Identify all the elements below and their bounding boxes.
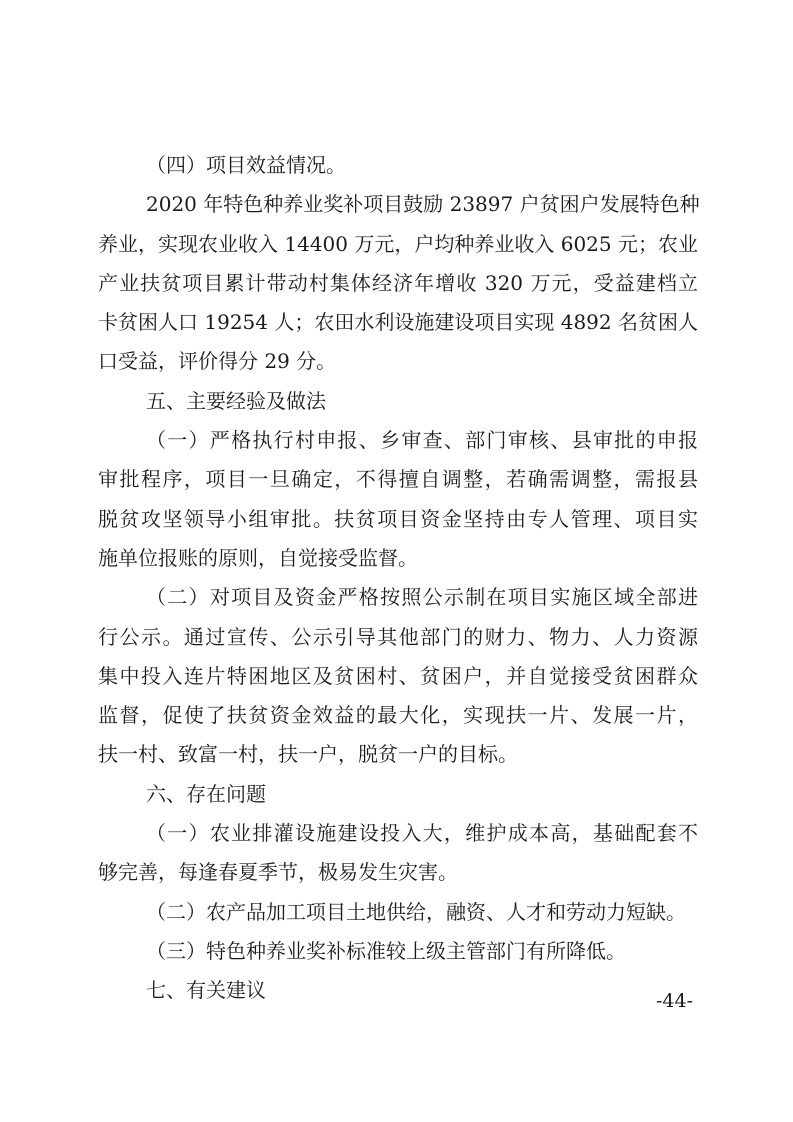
- text-line: 养业，实现农业收入 14400 万元，户均种养业收入 6025 元；农业: [98, 231, 698, 256]
- paragraph-p7: [98, 814, 698, 893]
- text-line: （二）农产品加工项目土地供给，融资、人才和劳动力短缺。: [146, 899, 686, 924]
- paragraph-p3: [98, 382, 698, 421]
- text-line: （一）严格执行村申报、乡审查、部门审核、县审批的申报: [146, 428, 698, 453]
- text-line: 产业扶贫项目累计带动村集体经济年增收 320 万元，受益建档立: [98, 270, 698, 295]
- text-line: （四）项目效益情况。: [146, 153, 346, 177]
- text-line: 2020 年特色种养业奖补项目鼓励 23897 户贫困户发展特色种: [146, 192, 700, 217]
- text-line: （二）对项目及资金严格按照公示制在项目实施区域全部进: [146, 585, 698, 610]
- paragraph-p4: [98, 421, 698, 578]
- paragraph-p8: [98, 893, 698, 932]
- text-line: 口受益，评价得分 29 分。: [98, 349, 337, 374]
- paragraph-p2: [98, 185, 698, 381]
- paragraph-p6: [98, 775, 698, 814]
- paragraph-p1: [98, 146, 698, 185]
- text-line: 七、有关建议: [146, 978, 266, 1003]
- text-line: 卡贫困人口 19254 人；农田水利设施建设项目实现 4892 名贫困人: [98, 310, 698, 335]
- text-line: 够完善，每逢春夏季节，极易发生灾害。: [98, 860, 458, 885]
- text-line: 行公示。通过宣传、公示引导其他部门的财力、物力、人力资源: [98, 624, 698, 649]
- text-line: （三）特色种养业奖补标准较上级主管部门有所降低。: [146, 938, 626, 963]
- text-line: 监督，促使了扶贫资金效益的最大化，实现扶一片、发展一片，: [98, 703, 698, 728]
- text-line: 脱贫攻坚领导小组审批。扶贫项目资金坚持由专人管理、项目实: [98, 506, 698, 531]
- text-line: 扶一村、致富一村，扶一户，脱贫一户的目标。: [98, 742, 518, 767]
- paragraph-p5: [98, 578, 698, 774]
- text-line: 施单位报账的原则，自觉接受监督。: [98, 545, 418, 570]
- text-line: （一）农业排灌设施建设投入大，维护成本高，基础配套不: [146, 821, 698, 846]
- text-line: 审批程序，项目一旦确定，不得擅自调整，若确需调整，需报县: [98, 467, 698, 492]
- page-number: -44-: [655, 990, 693, 1012]
- text-line: 五、主要经验及做法: [146, 388, 326, 413]
- document-body: [98, 146, 698, 1011]
- text-line: 集中投入连片特困地区及贫困村、贫困户，并自觉接受贫困群众: [98, 663, 698, 688]
- paragraph-p9: [98, 932, 698, 971]
- text-line: 六、存在问题: [146, 781, 266, 806]
- paragraph-p10: [98, 971, 698, 1010]
